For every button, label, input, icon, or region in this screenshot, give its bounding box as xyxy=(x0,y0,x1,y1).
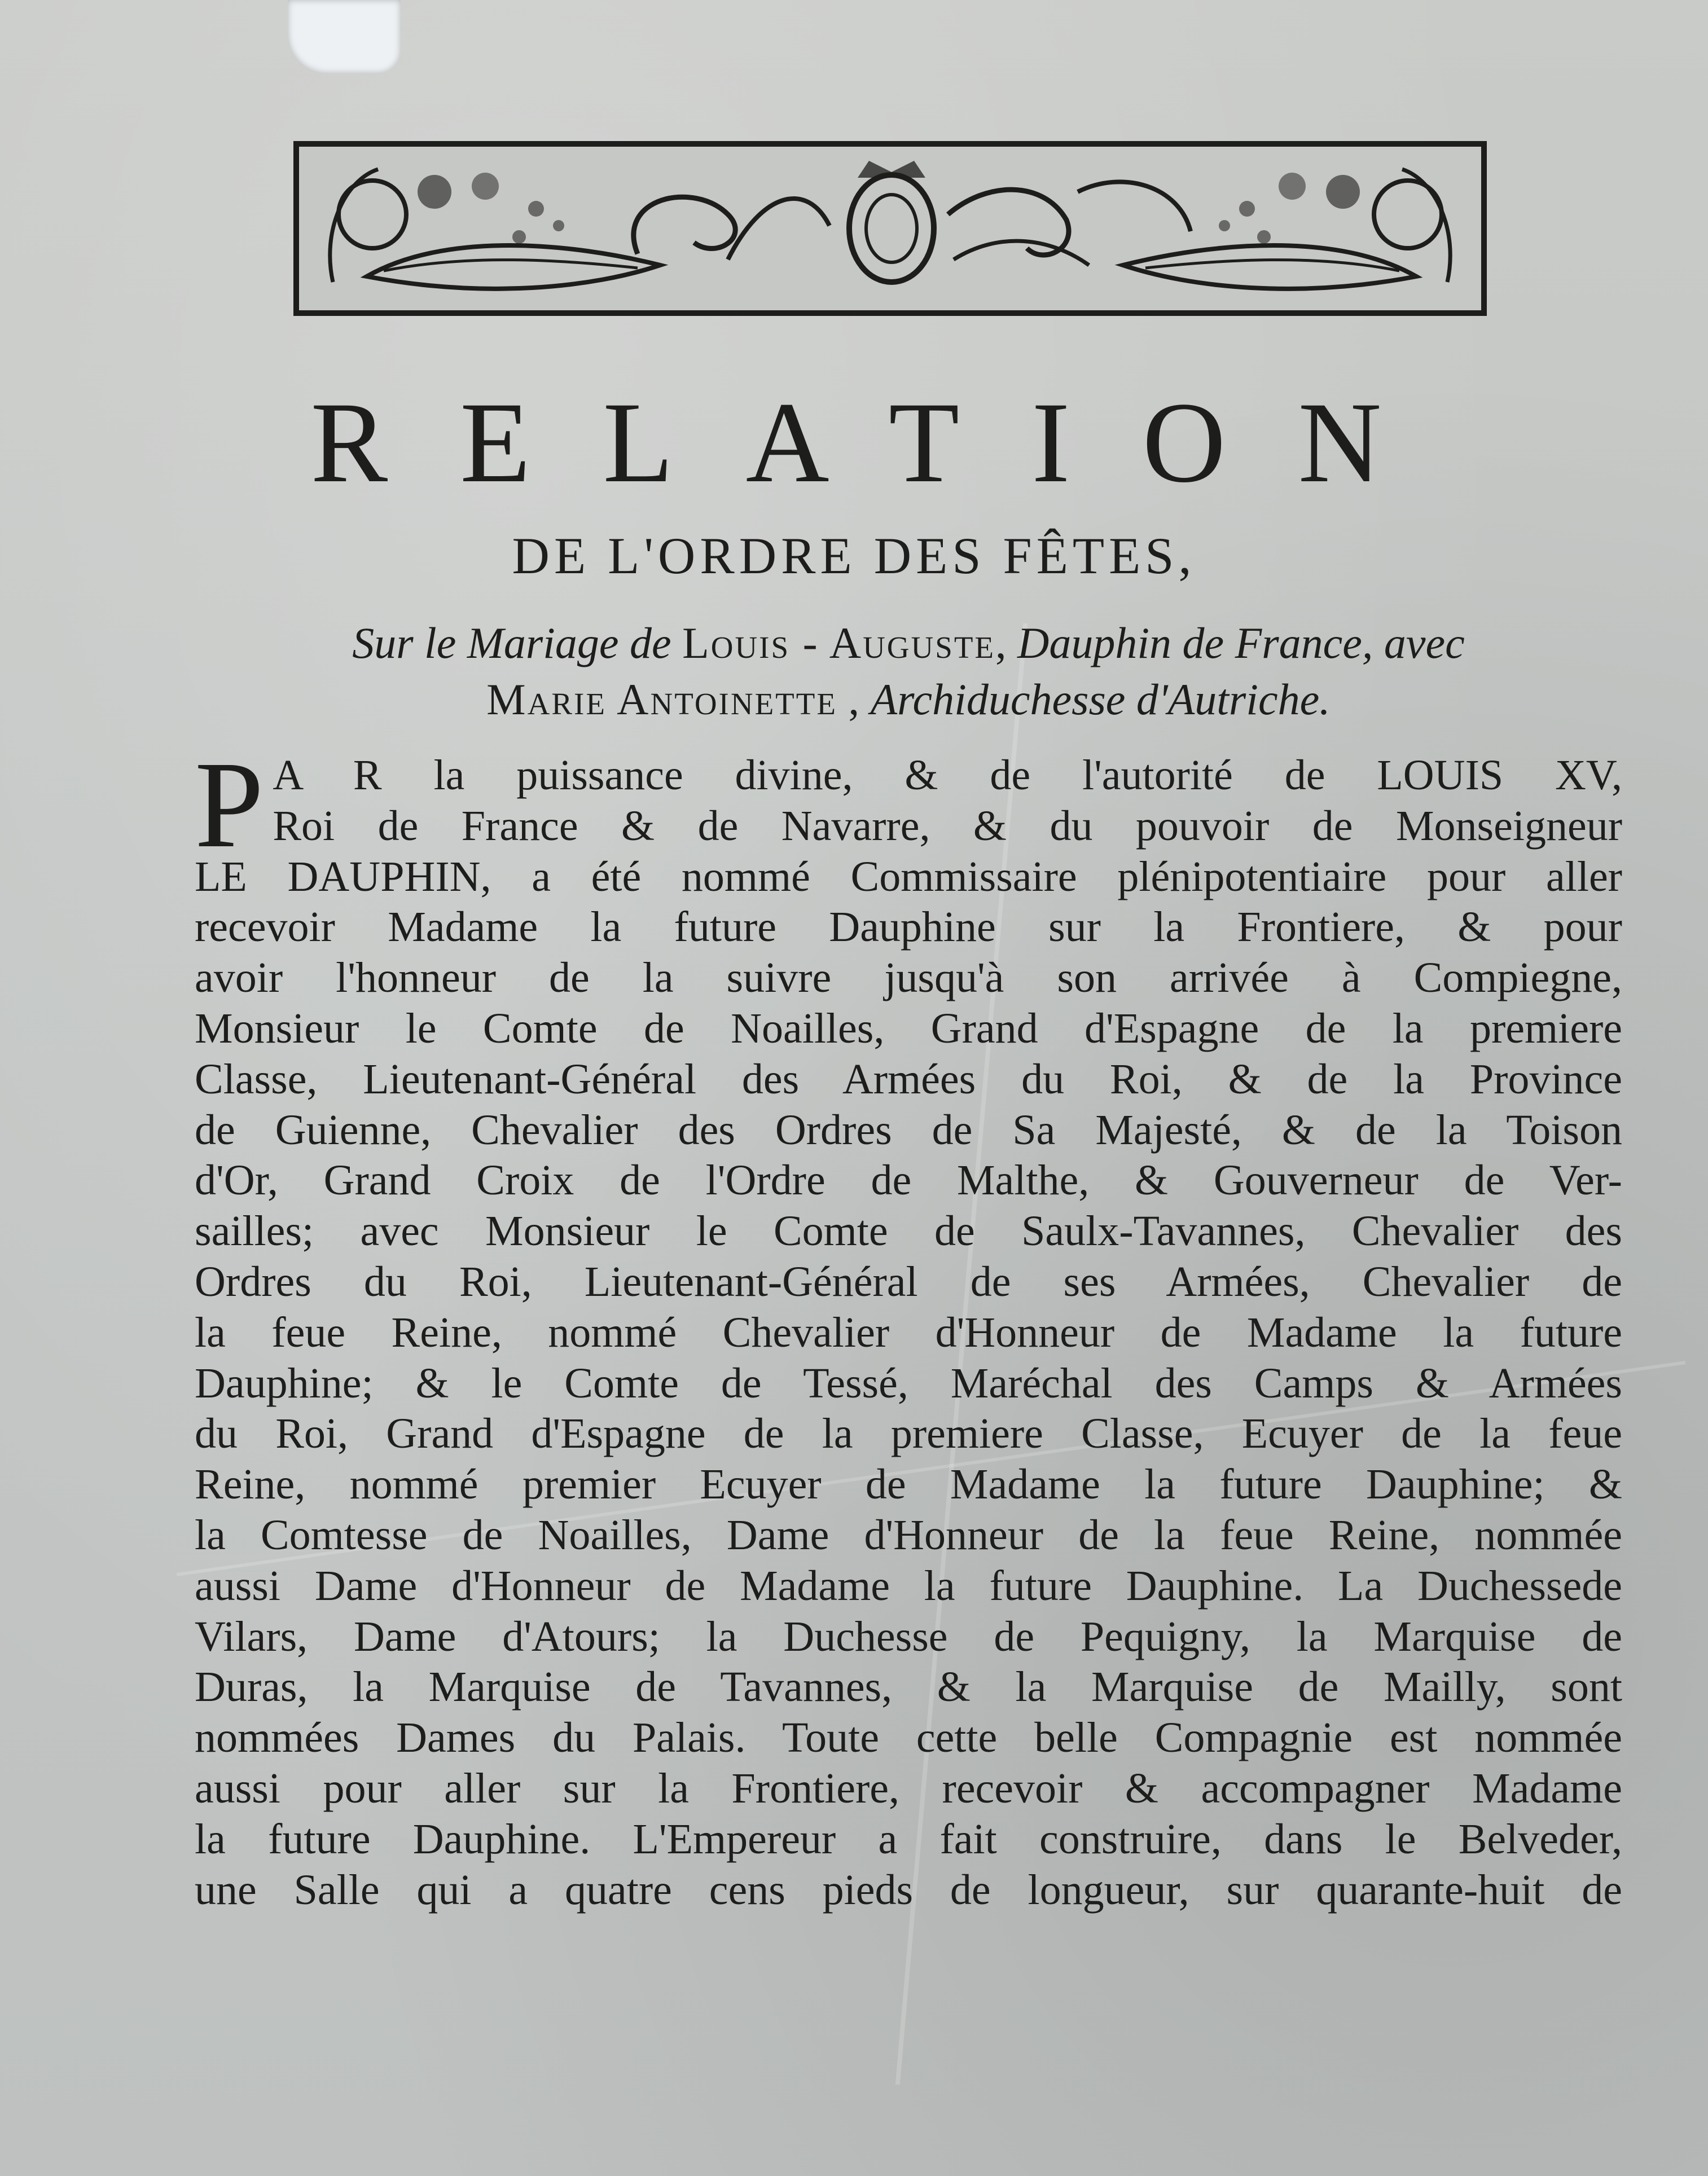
drop-cap: P xyxy=(195,736,264,873)
text-line: de Guienne, Chevalier des Ordres de Sa Majesté, & de la Toison xyxy=(195,1106,1622,1154)
text-line: Monsieur le Comte de Noailles, Grand d'Espagne de la premiere xyxy=(195,1004,1622,1052)
text-line: sailles; avec Monsieur le Comte de Saulx-Tavannes, Chevalier des xyxy=(195,1207,1622,1255)
text-line: LE DAUPHIN, a été nommé Commissaire plénipotentiaire pour aller xyxy=(195,852,1622,900)
text-line: A R la puissance divine, & de l'autorité de LOUIS XV, xyxy=(273,751,1622,799)
text-line: aussi pour aller sur la Frontiere, recevoir & accompagner Madame xyxy=(195,1764,1622,1812)
text-line: une Salle qui a quatre cens pieds de longueur, sur quarante-huit de xyxy=(195,1866,1622,1914)
text-line: du Roi, Grand d'Espagne de la premiere Classe, Ecuyer de la feue xyxy=(195,1410,1622,1458)
text-line: la Comtesse de Noailles, Dame d'Honneur de la feue Reine, nommée xyxy=(195,1511,1622,1559)
groom-title: Dauphin de France xyxy=(1017,618,1362,667)
text-line: Vilars, Dame d'Atours; la Duchesse de Pequigny, la Marquise de xyxy=(195,1612,1622,1660)
document-title: RELATION xyxy=(310,379,1454,507)
groom-name: Louis - Auguste xyxy=(682,618,996,667)
text-line: aussi Dame d'Honneur de Madame la future Dauphine. La Duchessede xyxy=(195,1562,1622,1610)
text-line: nommées Dames du Palais. Toute cette belle Compagnie est nommée xyxy=(195,1714,1622,1762)
document-subtitle: DE L'ORDRE DES FÊTES, xyxy=(512,527,1196,584)
text-line: recevoir Madame la future Dauphine sur la Frontiere, & pour xyxy=(195,903,1622,951)
text-line: Classe, Lieutenant-Général des Armées du Roi, & de la Province xyxy=(195,1055,1622,1103)
dedication-line xyxy=(186,615,1631,728)
text-line: la feue Reine, nommé Chevalier d'Honneur de Madame la future xyxy=(195,1308,1622,1356)
torn-corner xyxy=(288,0,401,73)
dedication-punct: , xyxy=(837,675,871,724)
text-line: d'Or, Grand Croix de l'Ordre de Malthe, & Gouverneur de Ver- xyxy=(195,1157,1622,1205)
text-line: Ordres du Roi, Lieutenant-Général de ses Armées, Chevalier de xyxy=(195,1258,1622,1305)
body-paragraph xyxy=(195,736,1622,1915)
text-line: Duras, la Marquise de Tavannes, & la Marquise de Mailly, sont xyxy=(195,1663,1622,1711)
text-line: Reine, nommé premier Ecuyer de Madame la future Dauphine; & xyxy=(195,1461,1622,1509)
text-line: Roi de France & de Navarre, & du pouvoir de Monseigneur xyxy=(273,802,1622,850)
text-line: avoir l'honneur de la suivre jusqu'à son arrivée à Compiegne, xyxy=(195,954,1622,1002)
ornament-engraving xyxy=(299,147,1481,310)
text-line: Dauphine; & le Comte de Tessé, Maréchal des Camps & Armées xyxy=(195,1359,1622,1407)
bride-name: Marie Antoinette xyxy=(486,675,837,724)
decorative-header-banner xyxy=(293,141,1487,316)
bride-title: Archiduchesse d'Autriche. xyxy=(870,675,1331,724)
dedication-punct: , xyxy=(995,618,1018,667)
dedication-text: Sur le Mariage de xyxy=(352,618,671,667)
dedication-text: , avec xyxy=(1362,618,1465,667)
text-line: la future Dauphine. L'Empereur a fait construire, dans le Belveder, xyxy=(195,1815,1622,1863)
